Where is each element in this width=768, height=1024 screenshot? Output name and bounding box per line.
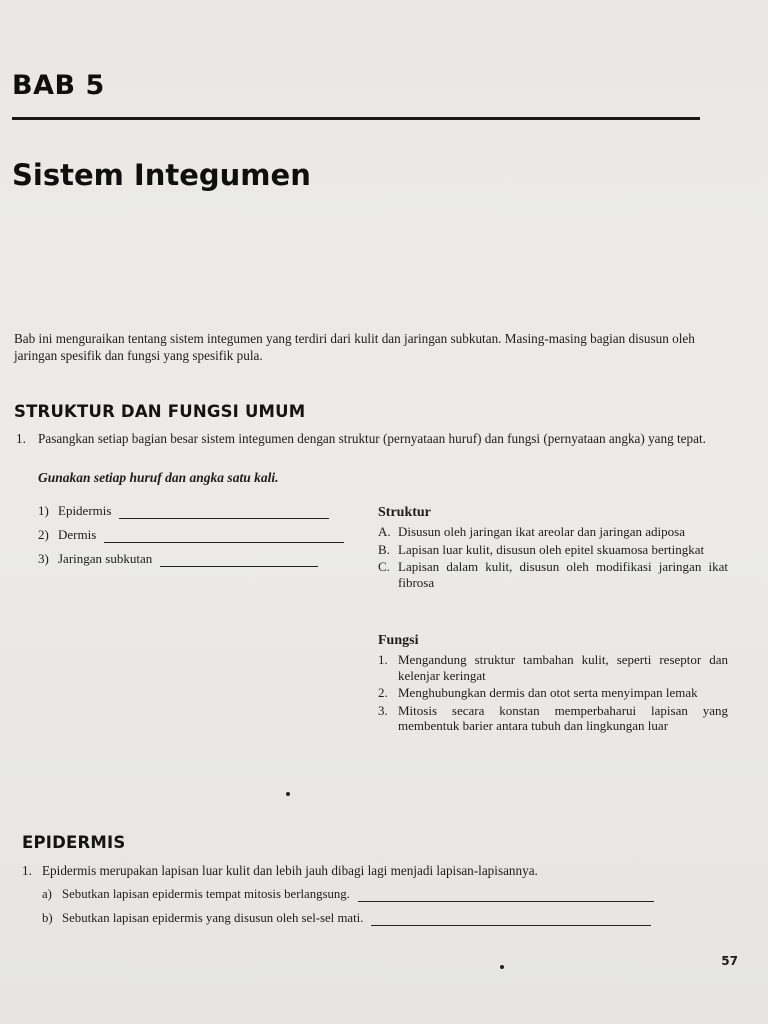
option-text: Menghubungkan dermis dan otot serta menyimpan lemak xyxy=(398,685,698,700)
fungsi-option-2 xyxy=(378,685,728,701)
option-text: Mitosis secara konstan memperbaharui lapisan yang membentuk barier antara tubuh dan lingkungan luar xyxy=(398,702,728,733)
item-label: Epidermis xyxy=(58,503,112,518)
chapter-divider xyxy=(12,117,700,120)
option-key: B. xyxy=(378,541,390,557)
answer-blank[interactable] xyxy=(119,506,329,519)
question-number: 1. xyxy=(22,863,32,878)
answer-blank[interactable] xyxy=(160,554,318,567)
sub-question-text: Sebutkan lapisan epidermis yang disusun oleh sel-sel mati. xyxy=(62,911,364,925)
option-key: A. xyxy=(378,524,391,539)
struktur-column xyxy=(378,505,728,592)
question-text: Pasangkan setiap bagian besar sistem integumen dengan struktur (pernyataan huruf) dan fungsi (pernyataan angka) yang tepat. xyxy=(38,431,706,446)
section-heading-struktur: STRUKTUR DAN FUNGSI UMUM xyxy=(14,402,306,421)
question-number: 1. xyxy=(16,431,26,446)
section-heading-epidermis: EPIDERMIS xyxy=(22,833,126,852)
sub-question-key: a) xyxy=(42,887,52,901)
page-number: 57 xyxy=(721,954,738,968)
fungsi-option-1 xyxy=(378,652,728,683)
option-key: 2. xyxy=(378,685,388,700)
option-text: Lapisan luar kulit, disusun oleh epitel skuamosa bertingkat xyxy=(398,541,705,557)
ink-dot xyxy=(286,792,290,796)
question-1 xyxy=(16,430,728,447)
intro-paragraph: Bab ini menguraikan tentang sistem integumen yang terdiri dari kulit dan jaringan subkutan. Masing-masing bagian disusun oleh jaringan spesifik dan fungsi yang spesifik pula. xyxy=(14,331,695,363)
page-title: Sistem Integumen xyxy=(12,158,311,192)
item-number: 2) xyxy=(38,527,49,542)
fungsi-column xyxy=(378,633,728,736)
option-text: Disusun oleh jaringan ikat areolar dan jaringan adiposa xyxy=(398,524,685,539)
item-label: Jaringan subkutan xyxy=(58,551,153,566)
struktur-heading: Struktur xyxy=(378,505,431,520)
sub-question-a xyxy=(42,887,654,902)
item-label: Dermis xyxy=(58,527,97,542)
question-epidermis-1 xyxy=(22,862,722,879)
match-item-jaringan-subkutan xyxy=(38,551,318,567)
option-key: C. xyxy=(378,559,390,574)
instruction-text: Gunakan setiap huruf dan angka satu kali. xyxy=(38,470,279,485)
answer-blank[interactable] xyxy=(358,889,654,902)
chapter-label: BAB 5 xyxy=(12,70,105,101)
answer-blank[interactable] xyxy=(371,913,651,926)
struktur-option-c xyxy=(378,559,728,590)
option-text: Mengandung struktur tambahan kulit, seperti reseptor dan kelenjar keringat xyxy=(398,652,728,683)
ink-dot xyxy=(500,965,504,969)
answer-blank[interactable] xyxy=(104,530,344,543)
option-text: Lapisan dalam kulit, disusun oleh modifikasi jaringan ikat fibrosa xyxy=(398,559,728,590)
option-key: 3. xyxy=(378,702,388,718)
option-key: 1. xyxy=(378,652,388,667)
struktur-option-a xyxy=(378,524,728,540)
item-number: 1) xyxy=(38,503,49,518)
fungsi-heading: Fungsi xyxy=(378,633,419,648)
question-text: Epidermis merupakan lapisan luar kulit dan lebih jauh dibagi lagi menjadi lapisan-lapisannya. xyxy=(42,863,538,878)
match-item-epidermis xyxy=(38,503,329,519)
item-number: 3) xyxy=(38,551,49,566)
struktur-option-b xyxy=(378,542,728,558)
sub-question-key: b) xyxy=(42,911,53,925)
sub-question-text: Sebutkan lapisan epidermis tempat mitosis berlangsung. xyxy=(62,887,350,901)
match-item-dermis xyxy=(38,527,344,543)
fungsi-option-3 xyxy=(378,703,728,734)
sub-question-b xyxy=(42,911,651,926)
